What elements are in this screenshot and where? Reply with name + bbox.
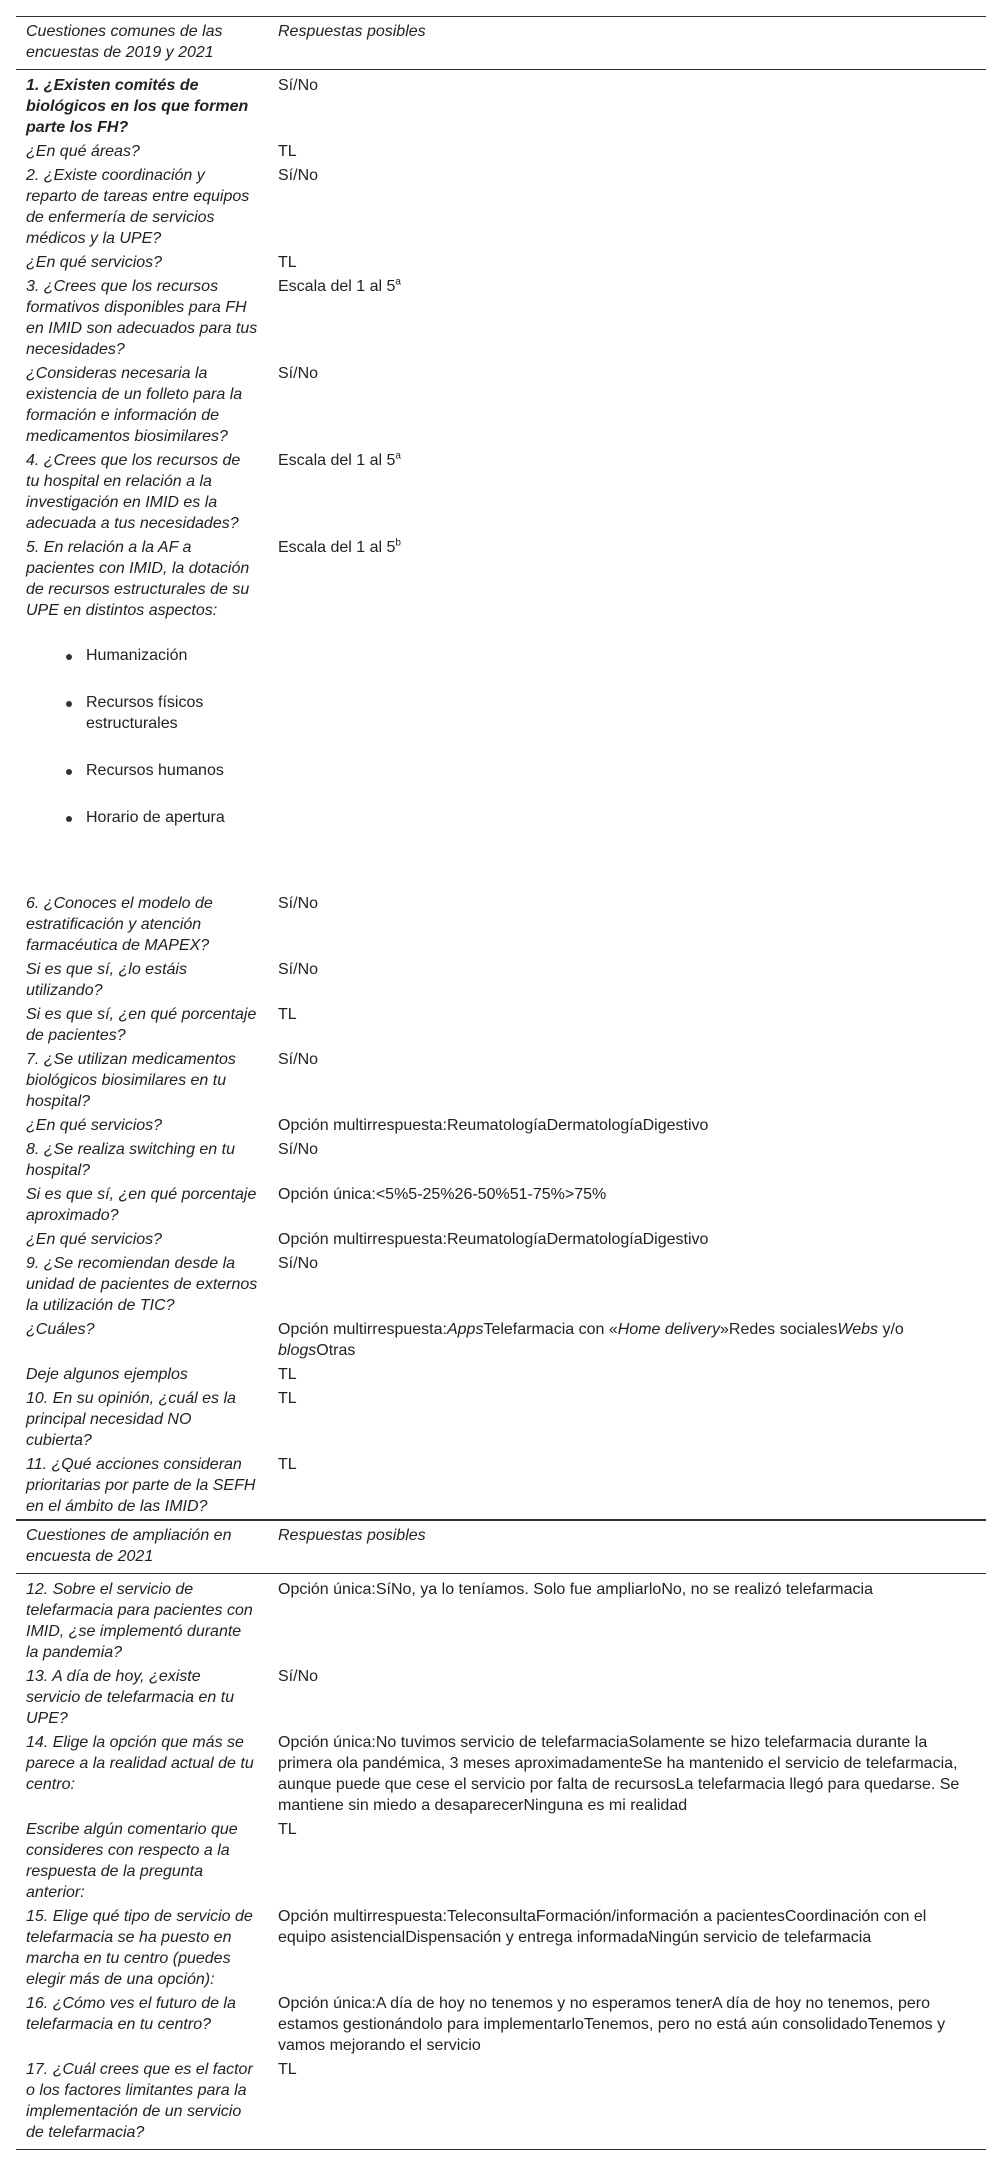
answer: Opción única:<5%5-25%26-50%51-75%>75% — [278, 1186, 607, 1203]
list-item — [26, 738, 258, 785]
table-row — [16, 958, 986, 1003]
table-row — [16, 1003, 986, 1048]
answer: TL — [278, 254, 297, 271]
header-col-questions: Cuestiones de ampliación en encuesta de 2021 — [16, 1520, 268, 1574]
table-row — [16, 1363, 986, 1387]
list-item — [26, 785, 258, 832]
table-row — [16, 1574, 986, 1666]
answer: Sí/No — [278, 961, 319, 978]
answer-text: Escala del 1 al 5 — [278, 452, 396, 469]
question: ¿Consideras necesaria la existencia de un folleto para la formación e información de medicamentos biosimilares? — [26, 365, 243, 445]
answer: TL — [278, 1456, 297, 1473]
answer-text: Otras — [316, 1342, 356, 1359]
question: 17. ¿Cuál crees que es el factor o los factores limitantes para la implementación de un servicio de telefarmacia? — [16, 2058, 268, 2150]
question: 10. En su opinión, ¿cuál es la principal necesidad NO cubierta? — [26, 1390, 236, 1449]
question: 3. ¿Crees que los recursos formativos disponibles para FH en IMID son adecuados para tus necesidades? — [26, 278, 258, 358]
question: 8. ¿Se realiza switching en tu hospital? — [26, 1141, 235, 1179]
answer-text: Webs — [837, 1321, 879, 1338]
table-row — [16, 1453, 986, 1520]
question: Si es que sí, ¿lo estáis utilizando? — [26, 961, 187, 999]
answer: TL — [278, 1821, 297, 1838]
question: 9. ¿Se recomiendan desde la unidad de pacientes de externos la utilización de TIC? — [26, 1255, 258, 1314]
survey-table — [16, 16, 986, 2150]
table-row — [16, 1992, 986, 2058]
answer — [268, 449, 986, 536]
table-row — [16, 1228, 986, 1252]
answer: Opción multirrespuesta:ReumatologíaDermatologíaDigestivo — [278, 1231, 709, 1248]
table-row — [16, 1318, 986, 1363]
table-row — [16, 536, 986, 892]
list-item-text: Recursos humanos — [86, 762, 224, 779]
answer-text: Opción multirrespuesta: — [278, 1321, 447, 1338]
list-item-text: Horario de apertura — [86, 809, 225, 826]
question: ¿En qué áreas? — [26, 143, 140, 160]
answer: TL — [278, 143, 297, 160]
answer-text: Telefarmacia con « — [483, 1321, 618, 1338]
question — [16, 536, 268, 892]
table-row — [16, 1183, 986, 1228]
answer: Opción única:No tuvimos servicio de telefarmaciaSolamente se hizo telefarmacia durante la primera ola pandémica, 3 meses aproximadamenteSe ha mantenido el servicio de telefarmacia, aunque puede que cese el servicio por falta de recursosLa telefarmacia llegó para quedarse. Se mantiene sin miedo a desaparecerNinguna es mi realidad — [278, 1734, 960, 1814]
table-row — [16, 2058, 986, 2150]
footnote-marker: b — [395, 537, 401, 549]
question: 11. ¿Qué acciones consideran prioritarias por parte de la SEFH en el ámbito de las IMID? — [26, 1456, 256, 1515]
answer: TL — [278, 1006, 297, 1023]
footnote-marker: a — [395, 276, 401, 288]
answer-text: blogs — [278, 1342, 317, 1359]
question: ¿En qué servicios? — [26, 1231, 163, 1248]
answer: TL — [278, 1390, 297, 1407]
table-row — [16, 1252, 986, 1318]
answer — [268, 536, 986, 892]
table-row — [16, 449, 986, 536]
bullet-icon — [66, 816, 72, 822]
answer: Sí/No — [278, 365, 319, 382]
question: Deje algunos ejemplos — [26, 1366, 188, 1383]
aspects-list — [26, 621, 258, 832]
table-row — [16, 1387, 986, 1453]
answer: Sí/No — [278, 1255, 319, 1272]
question: 7. ¿Se utilizan medicamentos biológicos biosimilares en tu hospital? — [26, 1051, 236, 1110]
answer: Opción multirrespuesta:ReumatologíaDermatologíaDigestivo — [278, 1117, 709, 1134]
answer: Opción única:A día de hoy no tenemos y no esperamos tenerA día de hoy no tenemos, pero estamos gestionándolo para implementarloTenemos, pero no está aún consolidadoTenemos y vamos mejorando el servicio — [278, 1995, 946, 2054]
answer-text: Apps — [446, 1321, 484, 1338]
table-row — [16, 1114, 986, 1138]
answer-text: y/o — [878, 1321, 904, 1338]
question: 6. ¿Conoces el modelo de estratificación y atención farmacéutica de MAPEX? — [26, 895, 213, 954]
question: 14. Elige la opción que más se parece a la realidad actual de tu centro: — [26, 1734, 254, 1793]
answer: Opción multirrespuesta:TeleconsultaFormación/información a pacientesCoordinación con el equipo asistencialDispensación y entrega informadaNingún servicio de telefarmacia — [278, 1908, 927, 1946]
table-row — [16, 1048, 986, 1114]
answer: Sí/No — [278, 77, 319, 94]
question: Escribe algún comentario que consideres con respecto a la respuesta de la pregunta anterior: — [26, 1821, 238, 1901]
question: ¿Cuáles? — [26, 1321, 95, 1338]
bullet-icon — [66, 769, 72, 775]
question: ¿En qué servicios? — [26, 1117, 163, 1134]
header-col-questions: Cuestiones comunes de las encuestas de 2019 y 2021 — [16, 17, 268, 70]
question: 4. ¿Crees que los recursos de tu hospital en relación a la investigación en IMID es la adecuada a tus necesidades? — [26, 452, 241, 532]
answer-text: Escala del 1 al 5 — [278, 539, 396, 556]
answer-text: Home delivery — [617, 1321, 720, 1338]
answer: Sí/No — [278, 1668, 319, 1685]
header-col-answers: Respuestas posibles — [268, 17, 986, 70]
table-row — [16, 140, 986, 164]
answer-text: »Redes sociales — [720, 1321, 838, 1338]
table-header-common — [16, 17, 986, 70]
list-item-text: Recursos físicos estructurales — [86, 694, 204, 732]
table-row — [16, 1731, 986, 1818]
table-row — [16, 1818, 986, 1905]
question: 2. ¿Existe coordinación y reparto de tareas entre equipos de enfermería de servicios médicos y la UPE? — [26, 167, 250, 247]
answer: Sí/No — [278, 895, 319, 912]
table-row — [16, 892, 986, 958]
list-item-text: Humanización — [86, 647, 188, 664]
answer: Opción única:SíNo, ya lo teníamos. Solo fue ampliarloNo, no se realizó telefarmacia — [278, 1581, 873, 1598]
question: ¿En qué servicios? — [26, 254, 163, 271]
table-row — [16, 1905, 986, 1992]
question-text: 5. En relación a la AF a pacientes con IMID, la dotación de recursos estructurales de su UPE en distintos aspectos: — [26, 539, 250, 619]
question: 12. Sobre el servicio de telefarmacia para pacientes con IMID, ¿se implementó durante la pandemia? — [26, 1581, 253, 1661]
list-item — [26, 621, 258, 670]
header-col-answers: Respuestas posibles — [268, 1520, 986, 1574]
table-row — [16, 1665, 986, 1731]
answer — [268, 275, 986, 362]
table-row — [16, 362, 986, 449]
footnote-marker: a — [395, 450, 401, 462]
answer: Sí/No — [278, 1051, 319, 1068]
answer: TL — [268, 2058, 986, 2150]
answer-text: Escala del 1 al 5 — [278, 278, 396, 295]
question: Si es que sí, ¿en qué porcentaje aproximado? — [26, 1186, 257, 1224]
table-row — [16, 275, 986, 362]
table-row — [16, 70, 986, 141]
answer: TL — [278, 1366, 297, 1383]
question: 16. ¿Cómo ves el futuro de la telefarmacia en tu centro? — [26, 1995, 236, 2033]
question: Si es que sí, ¿en qué porcentaje de pacientes? — [26, 1006, 257, 1044]
bullet-icon — [66, 701, 72, 707]
answer — [268, 1318, 986, 1363]
table-row — [16, 1138, 986, 1183]
bullet-icon — [66, 654, 72, 660]
list-item — [26, 670, 258, 738]
answer: Sí/No — [278, 1141, 319, 1158]
table-row — [16, 164, 986, 251]
question: 1. ¿Existen comités de biológicos en los que formen parte los FH? — [26, 77, 249, 136]
question: 15. Elige qué tipo de servicio de telefarmacia se ha puesto en marcha en tu centro (puedes elegir más de una opción): — [26, 1908, 253, 1988]
question: 13. A día de hoy, ¿existe servicio de telefarmacia en tu UPE? — [26, 1668, 235, 1727]
answer: Sí/No — [278, 167, 319, 184]
table-header-extension — [16, 1520, 986, 1574]
table-row — [16, 251, 986, 275]
